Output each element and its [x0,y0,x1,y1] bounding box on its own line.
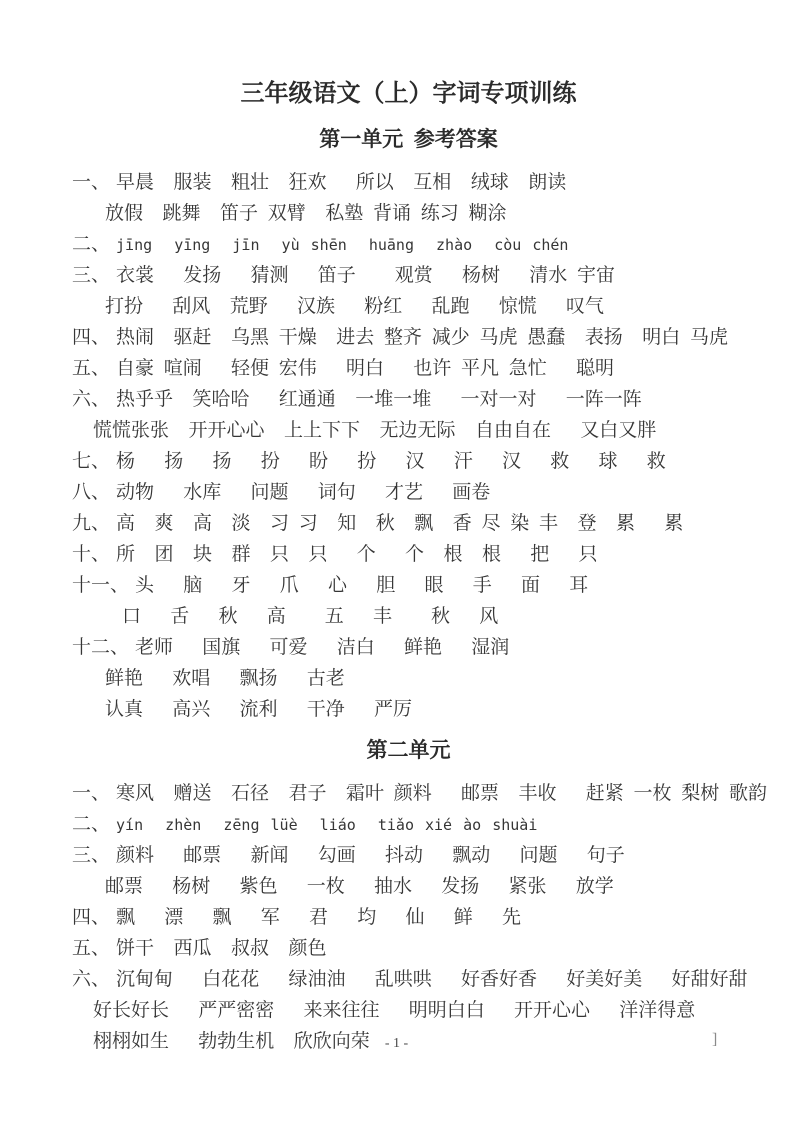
line-text: 飘 漂 飘 军 君 均 仙 鲜 先 [116,907,522,928]
line-text: 早晨 服装 粗壮 狂欢 所以 互相 绒球 朗读 [116,172,567,193]
answer-line [72,570,745,601]
line-text: yín zhèn zēng lüè liáo tiǎo xié ào shuài [116,816,538,834]
answer-line [72,477,745,508]
answer-line-continuation [72,415,745,446]
line-number-label: 六、 [72,389,111,410]
answer-line-continuation [72,871,745,902]
line-number-label: 十一、 [72,575,130,596]
page-number: - 1 - [384,1036,409,1051]
line-number-label: 一、 [72,172,111,193]
answer-line [72,167,745,198]
line-text: 高 爽 高 淡 习 习 知 秋 飘 香 尽 染 丰 登 累 累 [116,513,684,534]
answer-line [72,964,748,995]
line-text: 沉甸甸 白花花 绿油油 乱哄哄 好香好香 好美好美 好甜好甜 [116,969,748,990]
line-text: 口 舌 秋 高 五 丰 秋 风 [122,606,499,627]
answer-line [72,260,745,291]
line-number-label: 六、 [72,969,111,990]
line-number-label: 一、 [72,783,111,804]
line-text: jīng yīng jīn yù shēn huāng zhào còu chén [116,236,569,254]
line-text: 鲜艳 欢唱 飘扬 古老 [105,668,345,689]
line-number-label: 五、 [72,358,111,379]
line-number-label: 八、 [72,482,111,503]
line-number-label: 四、 [72,907,111,928]
unit2-answer-lines [72,778,768,1057]
answer-line [72,322,745,353]
answer-line-continuation [72,291,745,322]
line-number-label: 二、 [72,234,111,255]
line-number-label: 十二、 [72,637,130,658]
section-heading-unit1: 第一单元 参考答案 [319,127,498,151]
answer-line [72,632,745,663]
line-text: 邮票 杨树 紫色 一枚 抽水 发扬 紧张 放学 [105,876,614,897]
line-text: 头 脑 牙 爪 心 胆 眼 手 面 耳 [135,575,589,596]
line-number-label: 七、 [72,451,111,472]
answer-line-continuation [72,198,745,229]
line-text: 饼干 西瓜 叔叔 颜色 [116,938,327,959]
answer-line [72,933,745,964]
line-number-label: 十、 [72,544,111,565]
unit1-answer-lines [72,167,745,725]
line-text: 所 团 块 群 只 只 个 个 根 根 把 只 [116,544,598,565]
answer-line [72,508,745,539]
line-text: 栩栩如生 勃勃生机 欣欣向荣 [93,1031,370,1052]
pinyin-line [72,809,745,840]
answer-line-continuation [72,694,745,725]
line-text: 寒风 赠送 石径 君子 霜叶 颜料 邮票 丰收 赶紧 一枚 梨树 歌韵 [116,783,768,804]
line-text: 自豪 喧闹 轻便 宏伟 明白 也许 平凡 急忙 聪明 [116,358,615,379]
line-number-label: 三、 [72,265,111,286]
line-text: 慌慌张张 开开心心 上上下下 无边无际 自由自在 又白又胖 [93,420,657,441]
answer-line [72,840,745,871]
line-text: 好长好长 严严密密 来来往往 明明白白 开开心心 洋洋得意 [93,1000,696,1021]
answer-line-continuation [72,601,745,632]
line-text: 认真 高兴 流利 干净 严厉 [105,699,413,720]
line-text: 打扮 刮风 荒野 汉族 粉红 乱跑 惊慌 叹气 [105,296,605,317]
line-number-label: 四、 [72,327,111,348]
answer-line [72,446,745,477]
answer-line [72,778,768,809]
line-number-label: 三、 [72,845,111,866]
line-text: 颜料 邮票 新闻 勾画 抖动 飘动 问题 句子 [116,845,625,866]
line-text: 老师 国旗 可爱 洁白 鲜艳 湿润 [135,637,510,658]
answer-line-continuation [72,995,745,1026]
answer-line [72,384,745,415]
page-title: 三年级语文（上）字词专项训练 [240,81,577,107]
answer-line [72,902,745,933]
line-text: 动物 水库 问题 词句 才艺 画卷 [116,482,491,503]
line-text: 热乎乎 笑哈哈 红通通 一堆一堆 一对一对 一阵一阵 [116,389,642,410]
line-number-label: 五、 [72,938,111,959]
line-number-label: 九、 [72,513,111,534]
line-text: 热闹 驱赶 乌黑 干燥 进去 整齐 减少 马虎 愚蠢 表扬 明白 马虎 [116,327,729,348]
scan-edge-bracket-mark: ] [712,1031,718,1048]
line-text: 杨 扬 扬 扮 盼 扮 汉 汗 汉 救 球 救 [116,451,666,472]
line-text: 衣裳 发扬 猜测 笛子 观赏 杨树 清水 宇宙 [116,265,616,286]
pinyin-line [72,229,745,260]
line-text: 放假 跳舞 笛子 双臂 私塾 背诵 练习 糊涂 [105,203,507,224]
answer-line-continuation [72,663,745,694]
line-number-label: 二、 [72,814,111,835]
answer-line [72,353,745,384]
section-heading-unit2: 第二单元 [366,738,451,762]
answer-line [72,539,745,570]
